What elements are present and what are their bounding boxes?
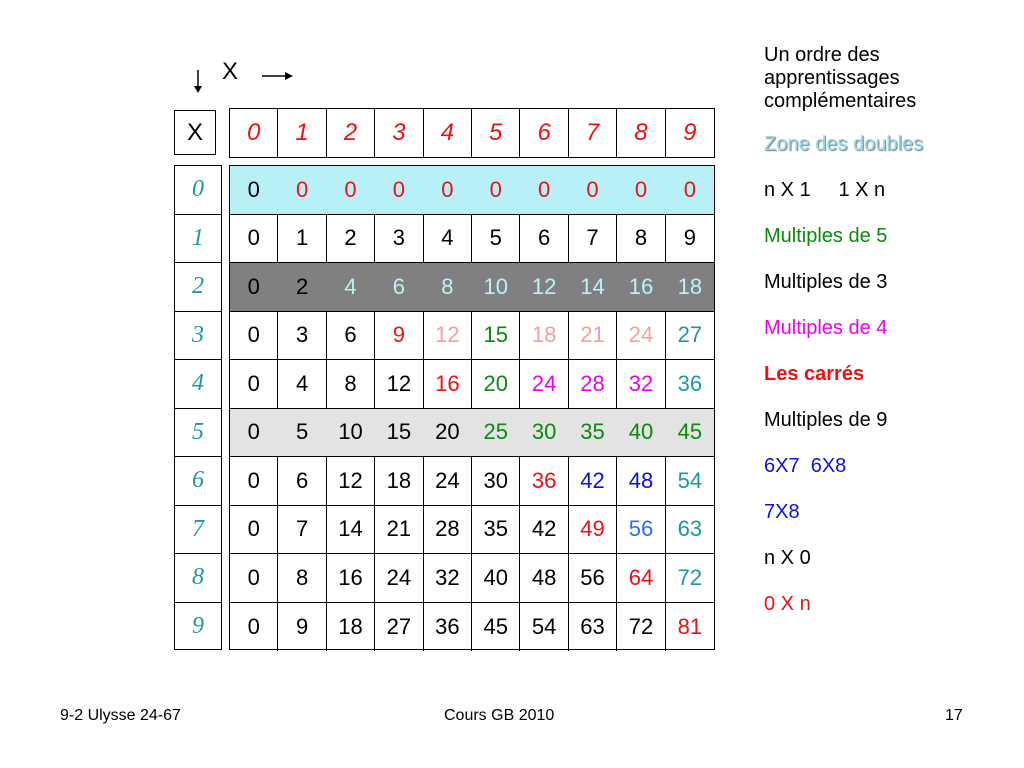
table-row <box>230 166 714 215</box>
table-cell: 10 <box>338 419 363 445</box>
table-cell: 0 <box>392 176 406 202</box>
column-header-cell: 1 <box>278 109 326 157</box>
table-cell: 18 <box>520 312 568 360</box>
table-cell: 15 <box>386 419 412 445</box>
footer-left: 9-2 Ulysse 24-67 <box>60 707 181 724</box>
note-item: 7X8 <box>764 501 800 523</box>
table-row <box>230 457 714 506</box>
table-cell: 3 <box>375 215 423 263</box>
footer-page-number: 17 <box>945 707 963 724</box>
table-cell: 72 <box>677 564 703 590</box>
table-cell: 7 <box>278 506 326 554</box>
table-cell: 12 <box>424 312 472 360</box>
column-header-cell: 6 <box>520 109 568 157</box>
table-cell: 14 <box>580 273 605 299</box>
table-cell: 0 <box>230 312 278 360</box>
row-header-cell: 5 <box>175 409 221 458</box>
table-cell: 48 <box>520 554 568 602</box>
table-cell: 18 <box>327 603 375 652</box>
row-header-cell: 7 <box>175 506 221 555</box>
table-cell: 81 <box>677 613 703 639</box>
table-cell: 27 <box>375 603 423 652</box>
table-cell: 0 <box>230 506 278 554</box>
table-cell: 16 <box>327 554 375 602</box>
table-cell: 24 <box>424 457 472 505</box>
table-cell: 20 <box>435 419 460 445</box>
table-cell: 21 <box>375 506 423 554</box>
notes-title: Un ordre des apprentissages complémentaires <box>764 44 917 112</box>
table-cell: 54 <box>677 467 703 493</box>
table-cell: 30 <box>531 419 557 445</box>
table-row <box>230 554 714 603</box>
table-cell: 8 <box>278 554 326 602</box>
table-cell: 32 <box>424 554 472 602</box>
row-header-cell: 0 <box>175 166 221 215</box>
table-cell: 27 <box>677 322 703 348</box>
table-row <box>230 312 714 361</box>
table-cell: 6 <box>327 312 375 360</box>
table-cell: 10 <box>483 273 508 299</box>
table-cell: 0 <box>247 419 260 445</box>
table-row <box>230 360 714 409</box>
note-item: Les carrés <box>764 363 865 385</box>
table-cell: 4 <box>278 360 326 408</box>
row-header-cell: 8 <box>175 554 221 603</box>
direction-arrows-icon <box>185 60 305 100</box>
table-cell: 20 <box>472 360 520 408</box>
note-item: 6X7 6X8 <box>764 455 847 477</box>
column-header-cell: 2 <box>327 109 375 157</box>
table-cell: 12 <box>327 457 375 505</box>
table-cell: 5 <box>295 419 309 445</box>
table-row <box>230 603 714 652</box>
column-header-cell: 8 <box>617 109 665 157</box>
table-cell: 72 <box>617 603 665 652</box>
table-cell: 16 <box>424 360 472 408</box>
table-cell: 5 <box>472 215 520 263</box>
table-cell: 4 <box>344 273 357 299</box>
table-cell: 0 <box>247 273 260 299</box>
table-cell: 0 <box>489 176 502 202</box>
table-cell: 45 <box>472 603 520 652</box>
table-cell: 28 <box>569 360 617 408</box>
table-cell: 7 <box>569 215 617 263</box>
table-cell: 8 <box>617 215 665 263</box>
column-header-row <box>229 108 715 158</box>
notes-list <box>764 133 1014 616</box>
table-cell: 24 <box>520 360 568 408</box>
footer-center: Cours GB 2010 <box>444 707 555 724</box>
table-cell: 6 <box>278 457 326 505</box>
column-header-cell: 5 <box>472 109 520 157</box>
table-cell: 6 <box>392 273 406 299</box>
table-cell: 45 <box>677 419 703 445</box>
table-cell: 30 <box>472 457 520 505</box>
row-header-cell: 2 <box>175 263 221 312</box>
notes-panel <box>764 44 1014 639</box>
table-cell: 32 <box>617 360 665 408</box>
table-cell: 40 <box>628 419 654 445</box>
table-cell: 9 <box>278 603 326 652</box>
table-cell: 1 <box>278 215 326 263</box>
table-cell: 0 <box>295 176 309 202</box>
table-cell: 63 <box>569 603 617 652</box>
table-cell: 49 <box>569 506 617 554</box>
table-cell: 12 <box>375 360 423 408</box>
multiplication-table <box>229 165 715 650</box>
table-cell: 42 <box>569 457 617 505</box>
table-cell: 4 <box>424 215 472 263</box>
row-header-cell: 3 <box>175 312 221 361</box>
table-cell: 2 <box>327 215 375 263</box>
table-cell: 0 <box>538 176 551 202</box>
table-cell: 8 <box>327 360 375 408</box>
column-header-cell: 3 <box>375 109 423 157</box>
column-header-cell: 4 <box>424 109 472 157</box>
row-header-column <box>174 165 222 650</box>
table-cell: 56 <box>617 506 665 554</box>
table-cell: 25 <box>483 419 508 445</box>
table-cell: 54 <box>520 603 568 652</box>
column-header-cell: 7 <box>569 109 617 157</box>
table-cell: 0 <box>230 215 278 263</box>
table-cell: 28 <box>424 506 472 554</box>
table-cell: 15 <box>472 312 520 360</box>
table-row <box>230 215 714 264</box>
table-cell: 63 <box>677 516 703 542</box>
table-cell: 24 <box>375 554 423 602</box>
table-cell: 48 <box>617 457 665 505</box>
table-cell: 36 <box>424 603 472 652</box>
table-cell: 9 <box>375 312 423 360</box>
table-cell: 16 <box>628 273 654 299</box>
table-cell: 18 <box>677 273 703 299</box>
table-cell: 3 <box>278 312 326 360</box>
table-cell: 0 <box>230 457 278 505</box>
table-cell: 40 <box>472 554 520 602</box>
table-cell: 18 <box>375 457 423 505</box>
note-item: Multiples de 9 <box>764 409 888 431</box>
note-item: 0 X n <box>764 593 811 615</box>
table-cell: 24 <box>617 312 665 360</box>
table-corner: X <box>174 110 216 155</box>
table-cell: 8 <box>441 273 454 299</box>
table-cell: 0 <box>344 176 357 202</box>
table-row <box>230 506 714 555</box>
table-cell: 0 <box>247 176 260 202</box>
row-header-cell: 1 <box>175 215 221 264</box>
table-cell: 56 <box>569 554 617 602</box>
note-item: Multiples de 5 <box>764 225 888 247</box>
note-item: n X 0 <box>764 547 811 569</box>
note-item: Multiples de 3 <box>764 271 888 293</box>
table-cell: 0 <box>230 603 278 652</box>
table-cell: 0 <box>634 176 648 202</box>
table-cell: 6 <box>520 215 568 263</box>
note-item: n X 1 1 X n <box>764 179 886 201</box>
table-cell: 0 <box>683 176 696 202</box>
row-header-cell: 9 <box>192 613 204 640</box>
note-item: Multiples de 4 <box>764 317 888 339</box>
note-item: Zone des doubles <box>764 133 924 155</box>
table-cell: 2 <box>295 273 309 299</box>
row-header-cell: 4 <box>175 360 221 409</box>
table-cell: 42 <box>520 506 568 554</box>
table-cell: 0 <box>230 360 278 408</box>
table-cell: 36 <box>520 457 568 505</box>
x-axis-label: X <box>222 58 239 85</box>
table-cell: 35 <box>580 419 605 445</box>
table-cell: 14 <box>327 506 375 554</box>
table-cell: 0 <box>586 176 599 202</box>
table-cell: 64 <box>617 554 665 602</box>
column-header-cell: 9 <box>683 119 697 146</box>
column-header-cell: 0 <box>230 109 278 157</box>
table-cell: 35 <box>472 506 520 554</box>
table-cell: 9 <box>683 225 696 251</box>
table-cell: 0 <box>230 554 278 602</box>
table-cell: 36 <box>677 370 703 396</box>
table-cell: 0 <box>441 176 454 202</box>
row-header-cell: 6 <box>175 457 221 506</box>
table-cell: 12 <box>531 273 557 299</box>
table-cell: 21 <box>569 312 617 360</box>
table-row <box>230 263 714 312</box>
table-row <box>230 409 714 458</box>
